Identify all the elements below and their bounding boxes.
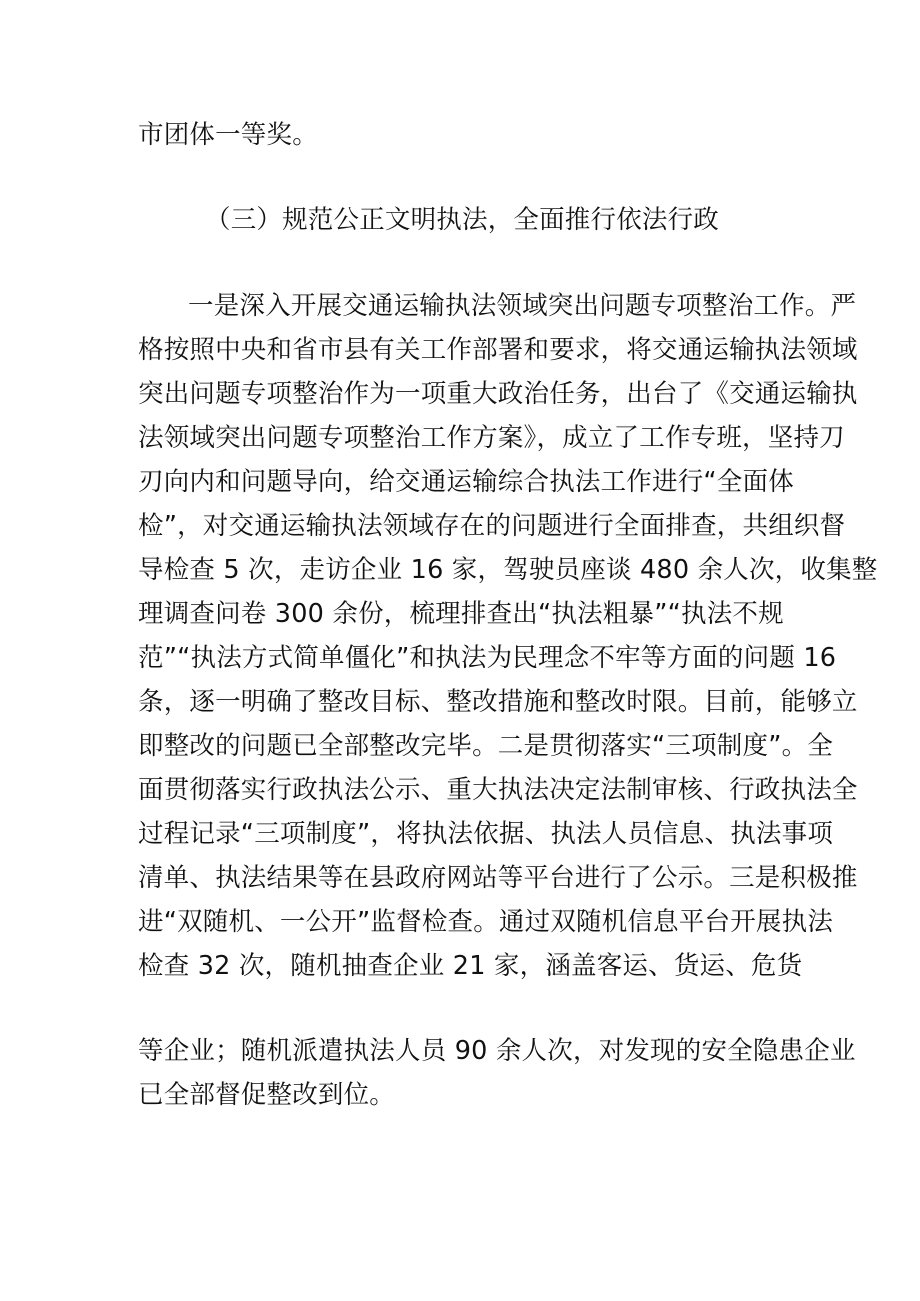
paragraph-line: 过程记录“三项制度”，将执法依据、执法人员信息、执法事项 [138,819,834,849]
paragraph-line: 一是深入开展交通运输执法领域突出问题专项整治工作。严 [188,291,857,321]
paragraph-line: 面贯彻落实行政执法公示、重大执法决定法制审核、行政执法全 [138,775,858,805]
paragraph-line: 格按照中央和省市县有关工作部署和要求，将交通运输执法领域 [138,335,858,365]
paragraph-line: 清单、执法结果等在县政府网站等平台进行了公示。三是积极推 [138,863,858,893]
paragraph-line: 即整改的问题已全部整改完毕。二是贯彻落实“三项制度”。全 [138,731,834,761]
paragraph-line: 检查 32 次，随机抽查企业 21 家，涵盖客运、货运、危货 [138,951,803,981]
paragraph-line: 范”“执法方式简单僵化”和执法为民理念不牢等方面的问题 16 [138,643,837,673]
paragraph-line: 检”，对交通运输执法领域存在的问题进行全面排查，共组织督 [138,511,846,541]
paragraph-line: 已全部督促整改到位。 [138,1080,396,1110]
paragraph-line: 刃向内和问题导向，给交通运输综合执法工作进行“全面体 [138,467,794,497]
paragraph-line: 导检查 5 次，走访企业 16 家，驾驶员座谈 480 余人次，收集整 [138,555,878,585]
paragraph-line: 进“双随机、一公开”监督检查。通过双随机信息平台开展执法 [138,907,834,937]
section-heading: （三）规范公正文明执法，全面推行依法行政 [205,205,720,235]
paragraph-line: 等企业；随机派遣执法人员 90 余人次，对发现的安全隐患企业 [138,1036,856,1066]
previous-paragraph-end: 市团体一等奖。 [138,120,318,150]
paragraph-line: 法领域突出问题专项整治工作方案》，成立了工作专班，坚持刀 [138,423,845,453]
paragraph-line: 理调查问卷 300 余份，梳理排查出“执法粗暴”“执法不规 [138,599,784,629]
paragraph-line: 条，逐一明确了整改目标、整改措施和整改时限。目前，能够立 [138,687,858,717]
paragraph-line: 突出问题专项整治作为一项重大政治任务，出台了《交通运输执 [138,379,858,409]
